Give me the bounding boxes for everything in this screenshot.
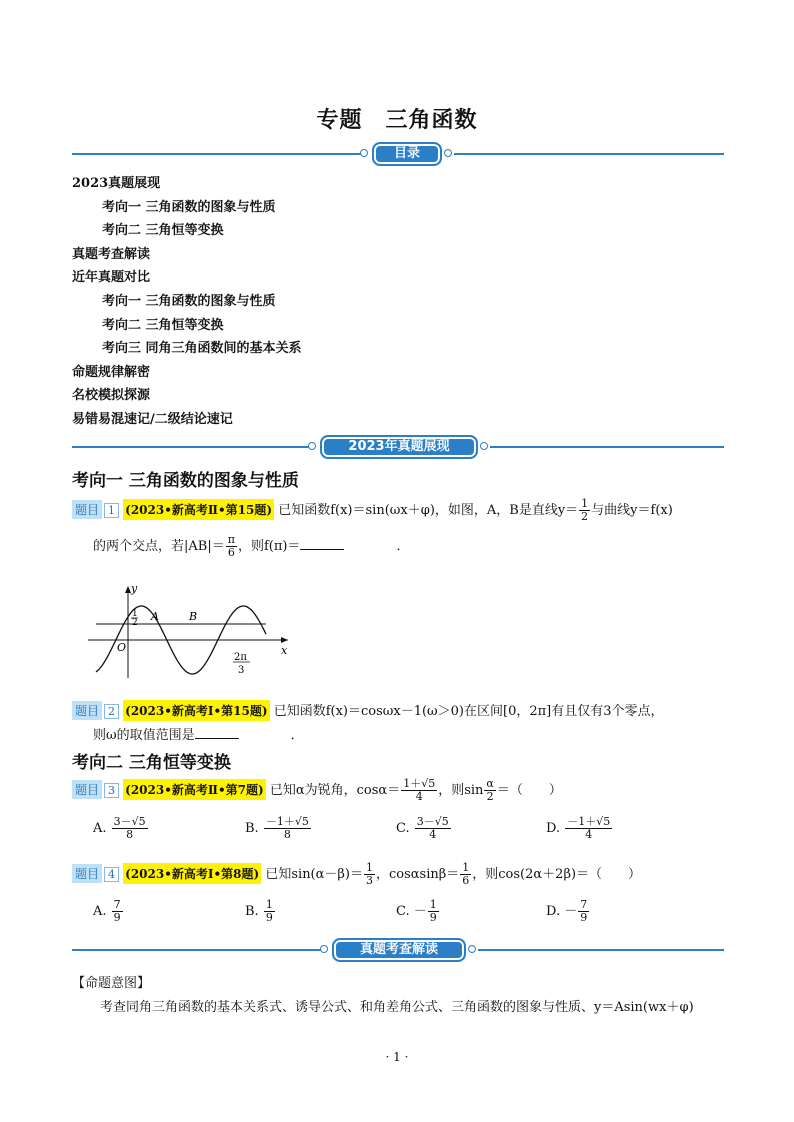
toc-item[interactable]: 命题规律解密 xyxy=(72,364,151,380)
answer-blank[interactable] xyxy=(300,537,344,550)
option-a[interactable]: A. $\frac{7}{9}$ xyxy=(93,898,121,924)
question-3 xyxy=(72,778,732,803)
question-text: 则ω的取值范围是 xyxy=(93,728,195,743)
question-text: ，则cos(2α＋2β)＝（ ） xyxy=(472,867,642,882)
option-c[interactable]: C. － $\frac{1}{9}$ xyxy=(396,898,437,924)
question-number: 2 xyxy=(104,704,119,719)
question-text: ． xyxy=(396,539,410,554)
table-of-contents xyxy=(72,172,302,432)
real-exam-banner xyxy=(72,437,724,457)
question-number: 4 xyxy=(104,867,119,882)
question-text: 的两个交点，若|AB|＝ xyxy=(93,539,225,554)
option-b[interactable]: B. $\frac{-1+√5}{8}$ xyxy=(245,815,309,841)
point-a-label: A xyxy=(151,610,159,623)
banner-dot-left xyxy=(308,442,316,450)
half-denominator: 2 xyxy=(132,618,138,628)
toc-item[interactable]: 考向三 同角三角函数间的基本关系 xyxy=(102,341,302,357)
option-d[interactable]: D. $\frac{-1+√5}{4}$ xyxy=(546,815,611,841)
toc-item[interactable]: 考向一 三角函数的图象与性质 xyxy=(102,293,276,309)
toc-item[interactable]: 易错易混速记/二级结论速记 xyxy=(72,411,233,427)
question-text: ＝（ ） xyxy=(496,783,562,798)
banner-dot-right xyxy=(468,945,476,953)
question-source: (2023•新高考Ⅱ•第15题) xyxy=(123,499,274,520)
question-number: 3 xyxy=(104,783,119,798)
question-tag: 题目 xyxy=(72,701,102,720)
point-b-label: B xyxy=(189,610,198,623)
fraction: $\frac{\pi}{6}$ xyxy=(227,533,235,559)
intent-text: 考查同角三角函数的基本关系式、诱导公式、和角差角公式、三角函数的图象与性质、y＝Asin(wx＋φ) xyxy=(100,1000,694,1015)
toc-banner xyxy=(72,144,724,164)
section-heading: 考向二 三角恒等变换 xyxy=(72,753,231,773)
question-tag: 题目 xyxy=(72,780,102,799)
option-a[interactable]: A. $\frac{3-√5}{8}$ xyxy=(93,815,146,841)
sine-graph xyxy=(88,580,298,680)
option-d[interactable]: D. － $\frac{7}{9}$ xyxy=(546,898,588,924)
banner-rule-right xyxy=(478,949,724,951)
tick-denominator: 3 xyxy=(238,665,245,676)
question-text: 已知sin(α－β)＝ xyxy=(265,867,363,882)
toc-banner-label: 目录 xyxy=(372,142,442,166)
question-tag: 题目 xyxy=(72,864,102,883)
question-1 xyxy=(72,498,732,523)
answer-blank[interactable] xyxy=(195,726,239,739)
question-number: 1 xyxy=(104,503,119,518)
real-exam-banner-label: 2023年真题展现 xyxy=(320,435,478,459)
question-text: 已知函数f(x)＝sin(ωx＋φ)，如图，A，B是直线y＝ xyxy=(278,503,579,518)
tick-numerator: 2π xyxy=(234,652,247,663)
toc-item[interactable]: 考向一 三角函数的图象与性质 xyxy=(102,199,276,215)
fraction: $\frac{1}{6}$ xyxy=(462,861,470,887)
fraction: $\frac{1}{2}$ xyxy=(581,497,589,523)
question-text: 已知α为锐角，cosα＝ xyxy=(269,783,401,798)
question-text: ． xyxy=(290,728,304,743)
page-title: 专题 三角函数 xyxy=(316,108,478,133)
intent-heading: 【命题意图】 xyxy=(72,976,151,991)
analysis-banner-label: 真题考查解读 xyxy=(332,938,466,962)
fraction: $\frac{1+√5}{4}$ xyxy=(403,777,436,803)
question-3-options xyxy=(93,816,733,850)
toc-item[interactable]: 名校模拟探源 xyxy=(72,388,151,404)
banner-rule-right xyxy=(490,446,724,448)
question-2 xyxy=(72,700,732,721)
banner-dot-right xyxy=(480,442,488,450)
toc-item[interactable]: 考向二 三角恒等变换 xyxy=(102,223,224,239)
question-4-options xyxy=(93,899,733,933)
x-axis-label: x xyxy=(281,644,288,657)
banner-dot-left xyxy=(320,945,328,953)
banner-dot-right xyxy=(444,149,452,157)
question-2-line2 xyxy=(93,724,304,743)
question-source: (2023•新高考Ⅰ•第8题) xyxy=(123,863,261,884)
toc-item[interactable]: 2023真题展现 xyxy=(72,176,161,191)
option-c[interactable]: C. $\frac{3-√5}{4}$ xyxy=(396,815,449,841)
banner-rule-left xyxy=(72,153,362,155)
question-text: 与曲线y＝f(x) xyxy=(591,503,673,518)
question-text: ，则sin xyxy=(438,783,484,798)
half-numerator: 1 xyxy=(132,609,138,619)
toc-item[interactable]: 近年真题对比 xyxy=(72,270,151,286)
banner-dot-left xyxy=(360,149,368,157)
fraction: $\frac{\alpha}{2}$ xyxy=(486,777,494,803)
banner-rule-left xyxy=(72,446,310,448)
toc-item[interactable]: 考向二 三角恒等变换 xyxy=(102,317,224,333)
question-source: (2023•新高考Ⅰ•第15题) xyxy=(123,700,269,721)
analysis-banner xyxy=(72,940,724,960)
banner-rule-left xyxy=(72,949,322,951)
x-axis-arrow xyxy=(281,637,288,643)
question-1-line2 xyxy=(93,534,733,559)
y-axis-label: y xyxy=(131,582,138,595)
banner-rule-right xyxy=(454,153,724,155)
origin-label: O xyxy=(117,641,127,654)
page-number: · 1 · xyxy=(385,1050,409,1064)
question-tag: 题目 xyxy=(72,500,102,519)
question-text: ，cosαsinβ＝ xyxy=(376,867,460,882)
question-source: (2023•新高考Ⅱ•第7题) xyxy=(123,779,266,800)
question-text: 已知函数f(x)＝cosωx－1(ω＞0)在区间[0，2π]有且仅有3个零点， xyxy=(273,704,664,719)
option-b[interactable]: B. $\frac{1}{9}$ xyxy=(245,898,273,924)
question-text: ，则f(π)＝ xyxy=(237,539,301,554)
section-heading: 考向一 三角函数的图象与性质 xyxy=(72,471,299,491)
question-4 xyxy=(72,862,732,887)
fraction: $\frac{1}{3}$ xyxy=(366,861,373,887)
toc-item[interactable]: 真题考查解读 xyxy=(72,246,151,262)
